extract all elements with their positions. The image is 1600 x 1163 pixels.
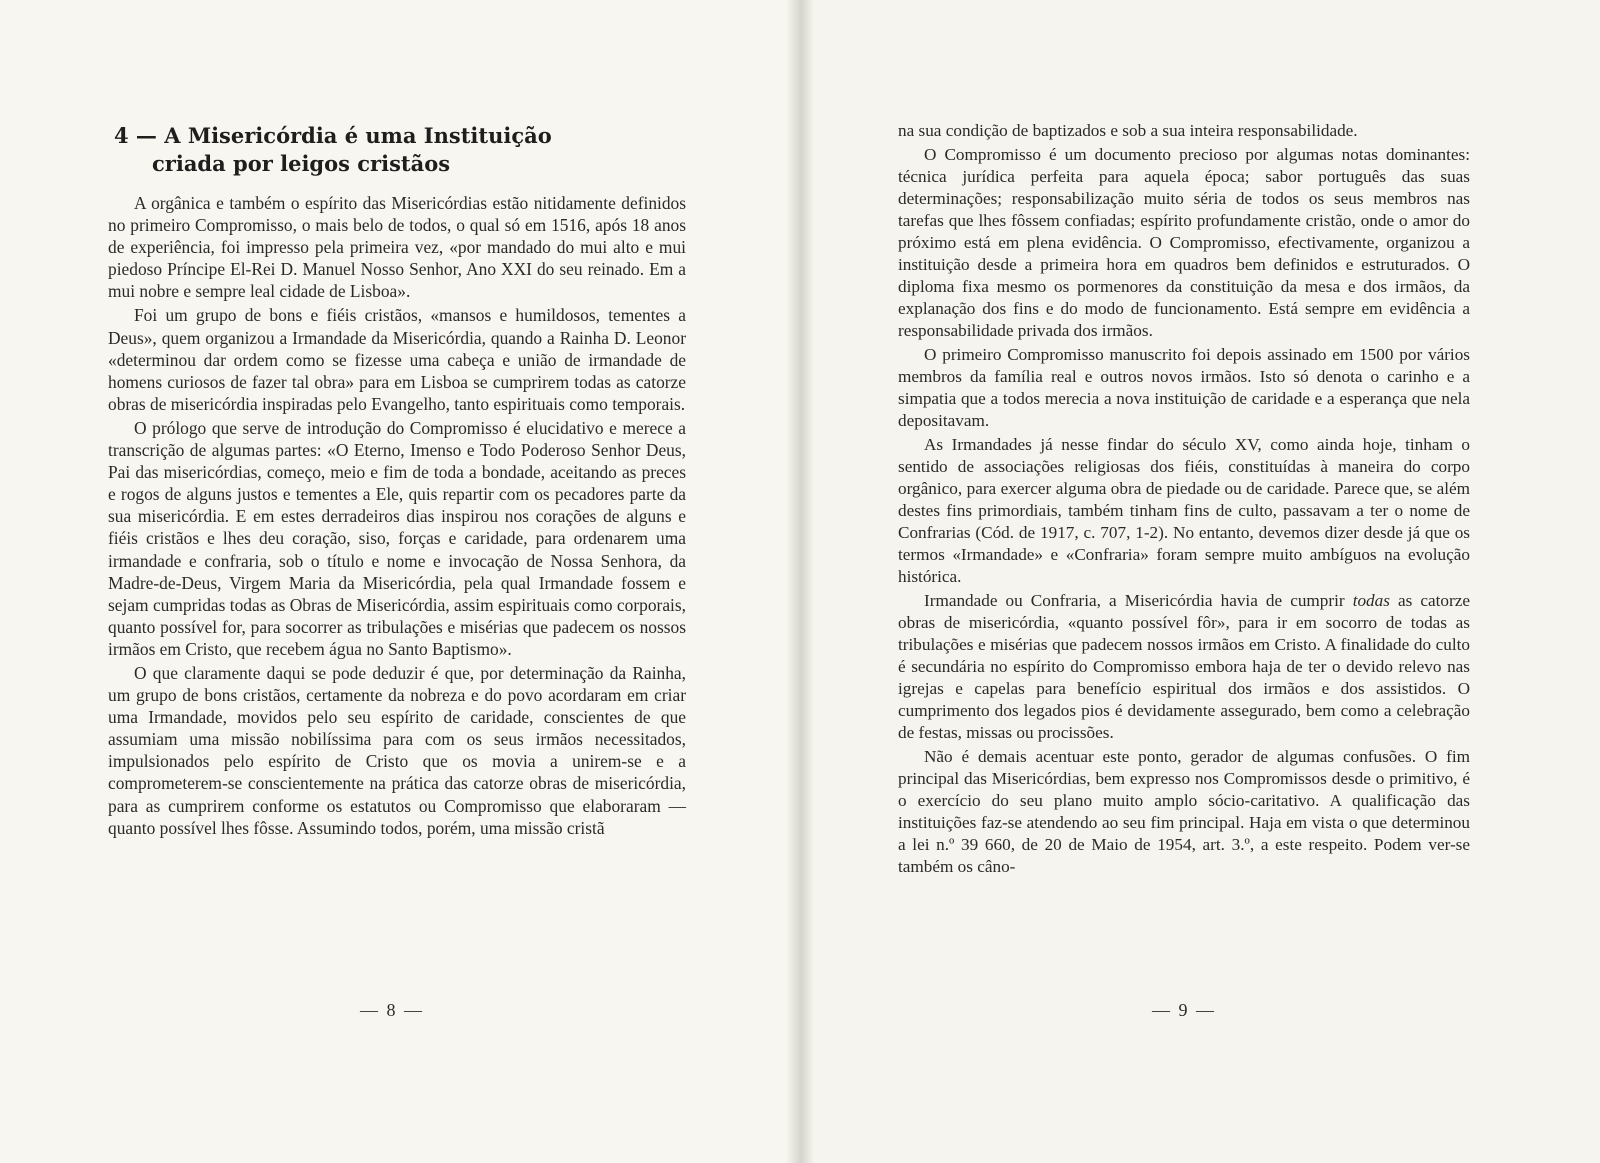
paragraph: A orgânica e também o espírito das Misericórdias estão nitidamente definidos no primeiro Compromisso, o mais belo de todos, o qual só em 1516, após 18 anos de experiência, foi impresso pela primeira vez, «por mandado do mui alto e mui piedoso Príncipe El-Rei D. Manuel Nosso Senhor, Ano XXI do seu reinado. Em a mui nobre e sempre leal cidade de Lisboa». <box>108 193 686 302</box>
paragraph: Foi um grupo de bons e fiéis cristãos, «mansos e humildosos, tementes a Deus», quem organizou a Irmandade da Misericórdia, quando a Rainha D. Leonor «determinou dar ordem como se fizesse uma cabeça e união de irmandade de homens curiosos de fazer tal obra» para em Lisboa se cumprirem todas as catorze obras de misericórdia inspiradas pelo Evangelho, tanto espirituais como temporais. <box>108 305 686 414</box>
section-heading <box>114 122 714 178</box>
page-number: — 9 — <box>1152 1000 1216 1020</box>
paragraph: Não é demais acentuar este ponto, gerador de algumas confusões. O fim principal das Misericórdias, bem expresso nos Compromissos desde o primitivo, é o exercício do seu plano muito amplo sócio-caritativo. A qualificação das instituições faz-se atendendo ao seu fim principal. Haja em vista o que determinou a lei n.º 39 660, de 20 de Maio de 1954, art. 3.º, a este respeito. Podem ver-se também os câno- <box>898 747 1470 876</box>
emphasis-text: todas <box>1352 591 1390 610</box>
section-heading-line-2: criada por leigos cristãos <box>152 151 451 176</box>
section-heading-line-1: 4 — A Misericórdia é uma Instituição <box>114 123 552 148</box>
left-text-column <box>108 192 686 839</box>
paragraph: O que claramente daqui se pode deduzir é que, por determinação da Rainha, um grupo de bons cristãos, certamente da nobreza e do povo acordaram em criar uma Irmandade, movidos pelo seu espírito de caridade, conscientes de que assumiam uma missão nobilíssima para com os seus irmãos necessitados, impulsionados pelo espírito de Cristo que os movia a unirem-se e a comprometerem-se conscientemente na prática das catorze obras de misericórdia, para as cumprirem conforme os estatutos ou Compromisso que elaboraram — quanto possível lhes fôsse. Assumindo todos, porém, uma missão cristã <box>108 662 686 838</box>
paragraph: O Compromisso é um documento precioso por algumas notas dominantes: técnica jurídica perfeita para aquela época; sabor português das suas determinações; responsabilização muito séria de todos os seus membros nas tarefas que lhes fôssem confiadas; espírito profundamente cristão, onde o amor do próximo está em plena evidência. O Compromisso, efectivamente, organizou a instituição desde a primeira hora em quadros bem definidos e estruturados. O diploma fixa mesmo os pormenores da constituição da mesa e dos irmãos, da explanação dos fins e do modo de funcionamento. Está sempre em evidência a responsabilidade privada dos irmãos. <box>898 145 1470 340</box>
paragraph-continued: na sua condição de baptizados e sob a sua inteira responsabilidade. <box>898 121 1358 140</box>
book-gutter <box>786 0 814 1163</box>
page-number: — 8 — <box>360 1000 424 1020</box>
paragraph-text: Irmandade ou Confraria, a Misericórdia havia de cumprir <box>924 591 1345 610</box>
paragraph: O prólogo que serve de introdução do Compromisso é elucidativo e merece a transcrição de algumas partes: «O Eterno, Imenso e Todo Poderoso Senhor Deus, Pai das misericórdias, começo, meio e fim de toda a bondade, aceitando as preces e rogos de alguns justos e tementes a Ele, quis repartir com os pecadores parte da sua misericórdia. E em estes derradeiros dias inspirou nos corações de alguns e fiéis cristãos e lhes deu coração, siso, forças e caridade, para ordenarem uma irmandade e confraria, sob o título e nome e invocação de Nossa Senhora, da Madre-de-Deus, Virgem Maria da Misericórdia, pela qual Irmandade fossem e sejam cumpridas todas as Obras de Misericórdia, assim espirituais como corporais, quanto possível for, para socorrer as tribulações e misérias que padecem os nossos irmãos em Cristo, que recebem água no Santo Baptismo». <box>108 417 686 659</box>
right-text-column <box>898 120 1470 878</box>
paragraph: As Irmandades já nesse findar do século XV, como ainda hoje, tinham o sentido de associações religiosas dos fiéis, constituídas à maneira do corpo orgânico, para exercer alguma obra de piedade ou de caridade. Parece que, se além destes fins primordiais, também tinham fins de culto, passavam a ter o nome de Confrarias (Cód. de 1917, c. 707, 1-2). No entanto, devemos dizer desde já que os termos «Irmandade» e «Confraria» foram sempre muito ambíguos na evolução histórica. <box>898 435 1470 586</box>
paragraph: O primeiro Compromisso manuscrito foi depois assinado em 1500 por vários membros da família real e outros novos irmãos. Isto só denota o carinho e a simpatia que a todos merecia a nova instituição de caridade e a esperança que nela depositavam. <box>898 345 1470 430</box>
paragraph <box>898 590 1470 744</box>
left-page <box>0 0 796 1163</box>
right-page <box>804 0 1600 1163</box>
paragraph-text: as catorze obras de misericórdia, «quanto possível fôr», para ir em socorro de todas as tribulações e misérias que padecem nossos irmãos em Cristo. A finalidade do culto é secundária no espírito do Compromisso embora haja de ter o devido relevo nas igrejas e capelas para benefício espiritual dos irmãos e dos assistidos. O cumprimento dos legados pios é devidamente assegurado, bem como a celebração de festas, missas ou procissões. <box>898 591 1471 742</box>
